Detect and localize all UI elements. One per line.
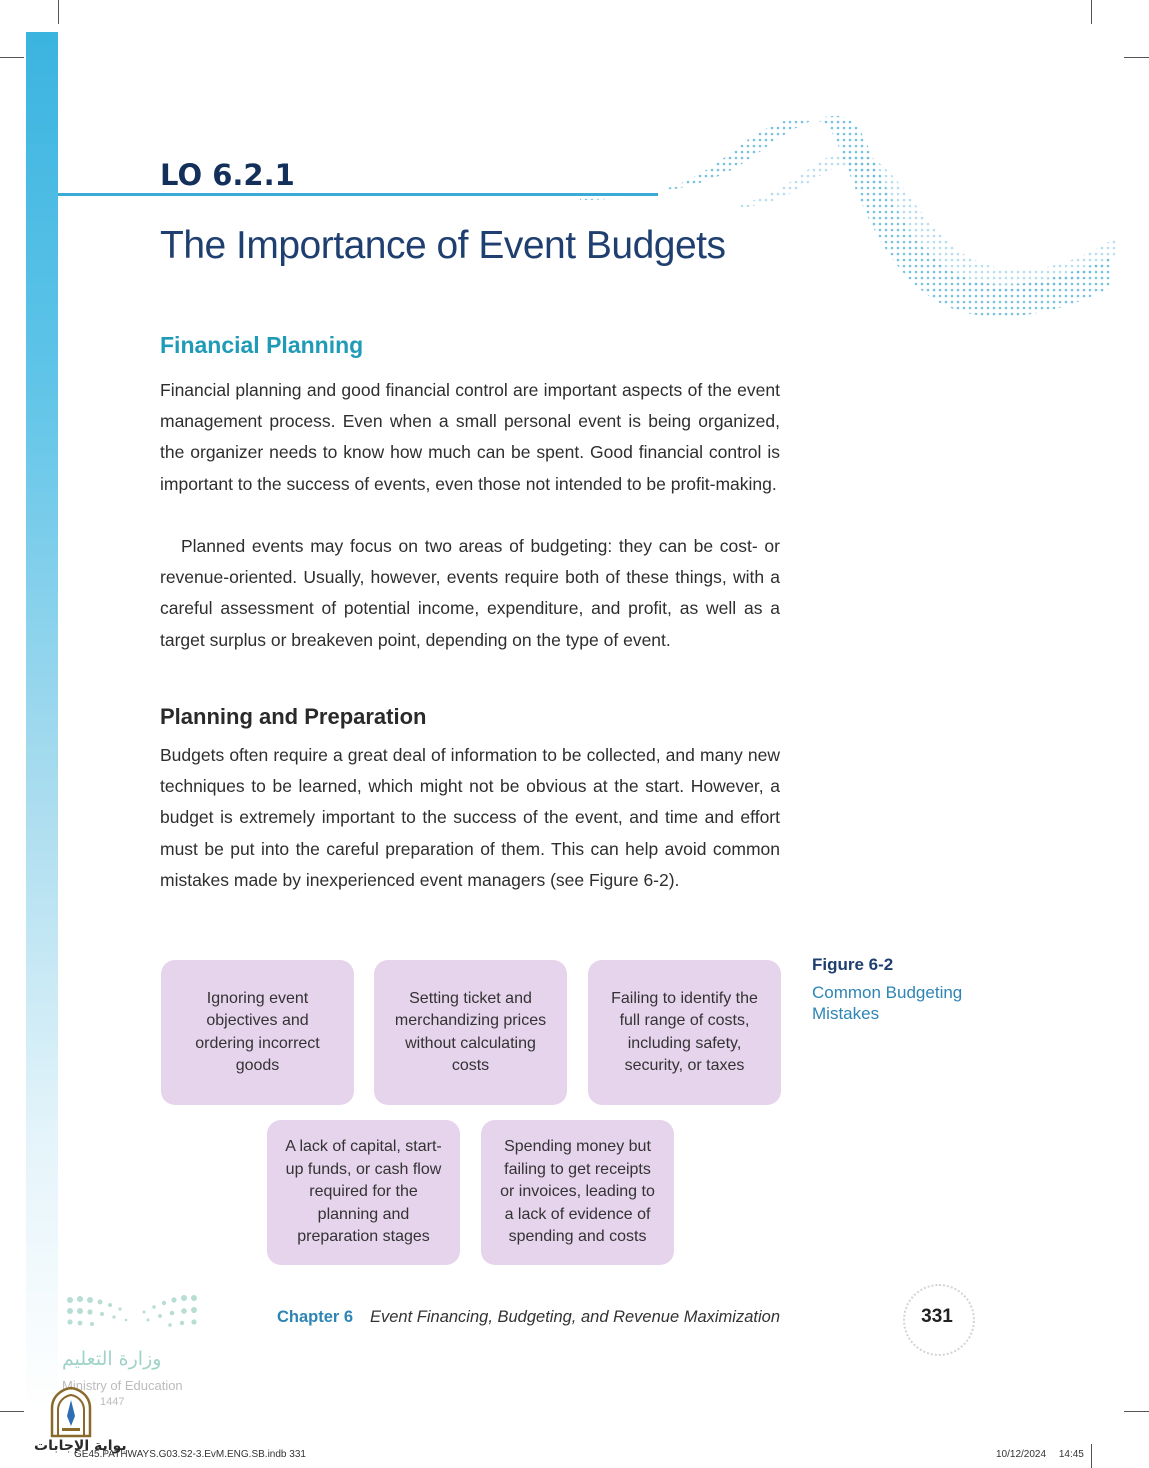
ministry-name-english: Ministry of Education (62, 1378, 183, 1393)
budget-mistake-box: Setting ticket and merchandizing prices without calculating costs (374, 960, 567, 1105)
crop-mark (1091, 0, 1092, 24)
figure-number: Figure 6-2 (812, 955, 894, 974)
paragraph-financial-planning-1: Financial planning and good financial control are important aspects of the event management process. Even when a small personal event is being organized, the organizer needs to know how much can be spent. Good financial control is important to the success of events, even those not intended to be profit-making. (160, 380, 780, 494)
crop-mark (1124, 57, 1149, 58)
crop-mark (58, 0, 59, 24)
lo-underline (58, 193, 658, 196)
print-slug-datetime: 10/12/2024 14:45 (996, 1449, 1084, 1460)
figure-caption: Common Budgeting Mistakes (812, 983, 963, 1023)
crop-mark (0, 1411, 24, 1412)
budget-mistake-box: Spending money but failing to get receipts or invoices, leading to a lack of evidence of spending and costs (481, 1120, 674, 1265)
budget-mistake-box: A lack of capital, start-up funds, or cash flow required for the planning and preparation stages (267, 1120, 460, 1265)
crop-mark (1091, 1444, 1092, 1468)
section-heading-planning-preparation: Planning and Preparation (160, 704, 427, 729)
footer-chapter-label: Chapter 6 (277, 1308, 354, 1326)
page-title: The Importance of Event Budgets (160, 224, 726, 267)
lo-code: LO 6.2.1 (160, 158, 295, 192)
page-number: 331 (921, 1306, 953, 1327)
print-slug-file: GE45.PATHWAYS.G03.S2-3.EvM.ENG.SB.indb 331 (74, 1449, 306, 1460)
ministry-year: 1447 (100, 1396, 125, 1408)
ministry-logo-dots (62, 1290, 202, 1340)
budget-mistake-box: Failing to identify the full range of costs, including safety, security, or taxes (588, 960, 781, 1105)
mosque-emblem-icon (48, 1386, 94, 1438)
paragraph-financial-planning-2: Planned events may focus on two areas of budgeting: they can be cost- or revenue-oriented. Usually, however, events require both of these things, with a careful assessment of potential income, expenditure, and profit, as well as a target surplus or breakeven point, depending on the type of event. (160, 536, 780, 650)
paragraph-planning-preparation: Budgets often require a great deal of information to be collected, and many new techniques to be learned, which might not be obvious at the start. However, a budget is extremely important to the success of the event, and time and effort must be put into the careful preparation of them. This can help avoid common mistakes made by inexperienced event managers (see Figure 6-2). (160, 745, 780, 890)
crop-mark (1124, 1411, 1149, 1412)
section-heading-financial-planning: Financial Planning (160, 332, 364, 358)
crop-mark (0, 57, 24, 58)
ministry-name-arabic: وزارة التعليم (62, 1348, 162, 1370)
budget-mistake-box: Ignoring event objectives and ordering incorrect goods (161, 960, 354, 1105)
dotted-wave-decoration (560, 108, 1120, 338)
side-color-bar (26, 32, 58, 1412)
footer-chapter-title: Event Financing, Budgeting, and Revenue Maximization (370, 1308, 780, 1326)
answers-portal-label: بوابة الإجابات (34, 1438, 127, 1454)
